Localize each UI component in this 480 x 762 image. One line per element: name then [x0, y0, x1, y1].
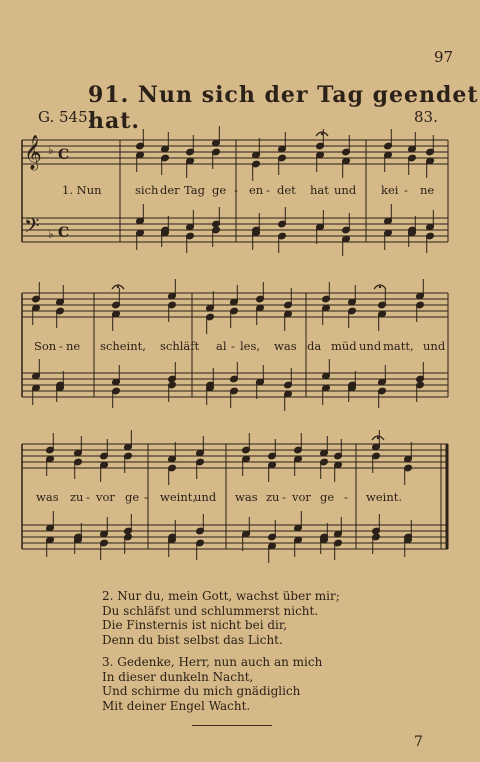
- hymn-title: 91. Nun sich der Tag geendet hat.: [88, 82, 479, 134]
- fermata-dot: [377, 437, 379, 439]
- lyric-syllable: hat: [310, 183, 329, 197]
- lyric-syllable: -: [234, 183, 238, 197]
- lyric-syllable: -: [404, 183, 408, 197]
- lyric-syllable: al: [216, 339, 227, 353]
- lyric-syllable: ne: [66, 339, 81, 353]
- lyric-syllable: ne: [420, 183, 435, 197]
- tune-number: 83.: [414, 108, 438, 126]
- lyric-syllable: weint,: [160, 490, 197, 504]
- lyric-syllable: les,: [240, 339, 261, 353]
- lyric-syllable: der: [160, 183, 180, 197]
- lyric-syllable: Tag: [184, 183, 205, 197]
- fermata-dot: [321, 133, 323, 135]
- lyric-syllable: -: [282, 490, 286, 504]
- bass-clef-icon: 𝄢: [24, 214, 40, 242]
- page-number: 97: [434, 48, 454, 66]
- lyric-syllable: -: [144, 490, 148, 504]
- lyric-syllable: det: [277, 183, 296, 197]
- lyric-syllable: was: [274, 339, 297, 353]
- lyric-syllable: zu: [70, 490, 84, 504]
- lyric-syllable: was: [235, 490, 258, 504]
- footer-rule: [192, 725, 272, 726]
- lyric-syllable: -: [266, 183, 270, 197]
- lyric-syllable: matt,: [383, 339, 414, 353]
- lyric-syllable: -: [59, 339, 63, 353]
- lyric-syllable: müd: [331, 339, 357, 353]
- lyric-syllable: ge: [212, 183, 227, 197]
- lyric-syllable: ge: [125, 490, 140, 504]
- hymn-reference: G. 545.: [38, 108, 93, 126]
- treble-clef-icon: 𝄞: [24, 135, 42, 170]
- flat-icon: ♭: [48, 227, 54, 241]
- lyric-syllable: und: [334, 183, 357, 197]
- lyric-syllable: weint.: [366, 490, 403, 504]
- lyric-syllable: -: [86, 490, 90, 504]
- lyric-syllable: vor: [96, 490, 115, 504]
- lyric-syllable: schläft: [160, 339, 200, 353]
- lyric-syllable: was: [36, 490, 59, 504]
- lyric-syllable: vor: [292, 490, 311, 504]
- lyric-syllable: und: [194, 490, 217, 504]
- lyric-syllable: -: [344, 490, 348, 504]
- fermata-dot: [117, 286, 119, 288]
- lyric-syllable: und: [423, 339, 446, 353]
- flat-icon: ♭: [48, 143, 54, 157]
- lyric-syllable: da: [307, 339, 322, 353]
- time-signature: C: [58, 225, 70, 241]
- lyric-syllable: und: [359, 339, 382, 353]
- verse-3: 3. Gedenke, Herr, nun auch an mich In dieser dunkeln Nacht, Und schirme du mich gnädiglich Mit deiner Engel Wacht.: [102, 655, 323, 713]
- sheet-signature-number: 7: [414, 734, 423, 750]
- lyric-syllable: scheint,: [100, 339, 146, 353]
- lyric-syllable: 1. Nun: [62, 183, 102, 197]
- lyric-syllable: ge: [320, 490, 335, 504]
- time-signature: C: [58, 147, 70, 163]
- lyric-syllable: en: [249, 183, 264, 197]
- lyric-syllable: kei: [381, 183, 399, 197]
- verse-2: 2. Nur du, mein Gott, wachst über mir; Du schläfst und schlummerst nicht. Die Finsternis ist nicht bei dir, Denn du bist selbst das Licht.: [102, 589, 340, 647]
- lyric-syllable: sich: [135, 183, 159, 197]
- lyric-syllable: zu: [266, 490, 280, 504]
- fermata-dot: [379, 286, 381, 288]
- lyric-syllable: Son: [34, 339, 57, 353]
- lyric-syllable: -: [231, 339, 235, 353]
